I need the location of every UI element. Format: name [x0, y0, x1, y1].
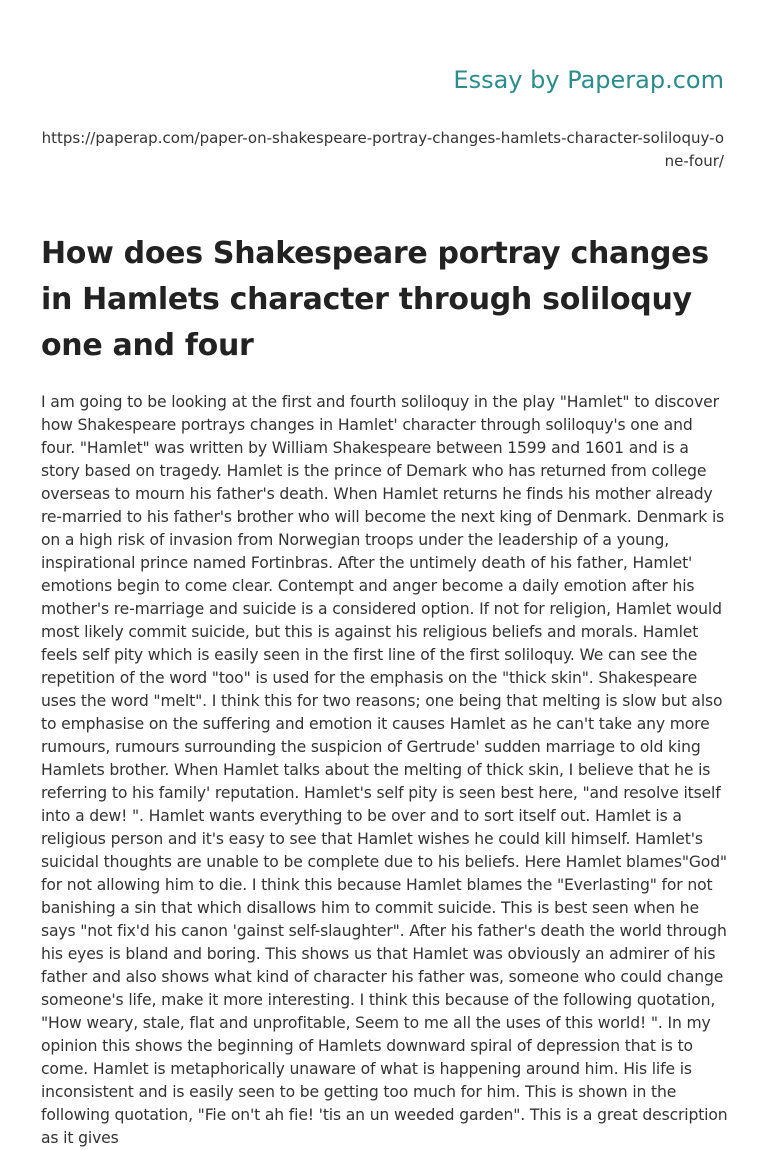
source-url: https://paperap.com/paper-on-shakespeare-portray-changes-hamlets-character-soliloquy-one-four/ — [41, 129, 724, 170]
site-brand-link[interactable]: Essay by Paperap.com — [453, 66, 724, 94]
article-body: I am going to be looking at the first and fourth soliloquy in the play "Hamlet" to discover how Shakespeare portrays changes in Hamlet' character through soliloquy's one and four. "Hamlet" was written by William Shakespeare between 1599 and 1601 and is a story based on tragedy. Hamlet is the prince of Demark who has returned from college overseas to mourn his father's death. When Hamlet returns he finds his mother already re-married to his father's brother who will become the next king of Denmark. Denmark is on a high risk of invasion from Norwegian troops under the leadership of a young, inspirational prince named Fortinbras. After the untimely death of his father, Hamlet' emotions begin to come clear. Contempt and anger become a daily emotion after his mother's re-marriage and suicide is a considered option. If not for religion, Hamlet would most likely commit suicide, but this is against his religious beliefs and morals. Hamlet feels self pity which is easily seen in the first line of the first soliloquy. We can see the repetition of the word "too" is used for the emphasis on the "thick skin". Shakespeare uses the word "melt". I think this for two reasons; one being that melting is slow but also to emphasise on the suffering and emotion it causes Hamlet as he can't take any more rumours, rumours surrounding the suspicion of Gertrude' sudden marriage to old king Hamlets brother. When Hamlet talks about the melting of thick skin, I believe that he is referring to his family' reputation. Hamlet's self pity is seen best here, "and resolve itself into a dew! ". Hamlet wants everything to be over and to sort itself out. Hamlet is a religious person and it's easy to see that Hamlet wishes he could kill himself. Hamlet's suicidal thoughts are unable to be complete due to his beliefs. Here Hamlet blames"God" for not allowing him to die. I think this because Hamlet blames the "Everlasting" for not banishing a sin that which disallows him to commit suicide. This is best seen when he says "not fix'd his canon 'gainst self-slaughter". After his father's death the world through his eyes is bland and boring. This shows us that Hamlet was obviously an admirer of his father and also shows what kind of character his father was, someone who could change someone's life, make it more interesting. I think this because of the following quotation, "How weary, stale, flat and unprofitable, Seem to me all the uses of this world! ". In my opinion this shows the beginning of Hamlets downward spiral of depression that is to come. Hamlet is metaphorically unaware of what is happening around him. His life is inconsistent and is easily seen to be getting too much for him. This is shown in the following quotation, "Fie on't ah fie! 'tis an un weeded garden". This is a great description as it gives — [41, 393, 728, 1147]
page-title: How does Shakespeare portray changes in Hamlets character through soliloquy one and four — [41, 236, 709, 363]
